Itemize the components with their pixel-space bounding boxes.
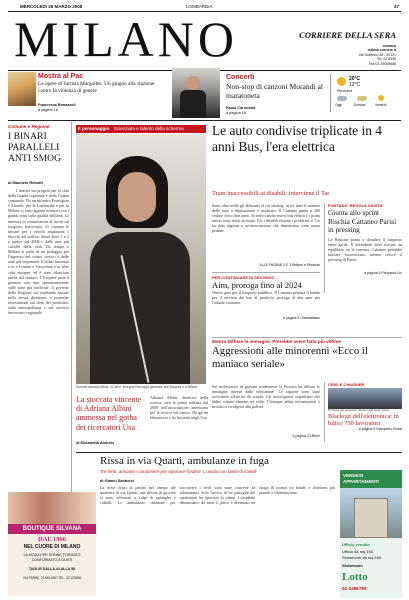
realestate-row-1: Ufficio da mq 160	[342, 549, 374, 554]
sun-small-icon	[378, 95, 384, 101]
mid-transport-kicker: PER CONTINUARE DI SECONDO	[212, 275, 275, 280]
boutique-sizes: TAGLIE DALLA 44 ALLA 58	[28, 567, 76, 571]
side-economy-kicker: CRISI E CHIUSURE	[328, 382, 365, 387]
mid-crime-body: Sul molestatore di giovani studentesse la Procura ha diffuso le immagini riprese dalle telecamere. Le ragazze sono state avvicinate all'uscita da scuola. Gli investigatori sospettano che abbia colpito almeno sei volte. Chiunque abbia informazioni è invitato a rivolgersi alla polizia.	[212, 384, 320, 410]
feature-byline: di Elisabetta Andreis	[76, 440, 115, 445]
mid-transport-body: Nuove gare per il trasporto pubblico. Il Comune prepara il bando per il servizio dei bus di periferia, proroga di due anni per l'attuale contratto.	[212, 290, 320, 306]
left-headline: I BINARI PARALLELI ANTI SMOG	[8, 131, 62, 164]
side-economy	[324, 382, 402, 442]
boutique-body: LA MODA PER DONNE FORMATO CONFORMATO A GUSTI	[23, 553, 81, 562]
promo-concert-image	[172, 68, 220, 118]
side-politics	[324, 203, 402, 293]
realestate-photo	[340, 488, 402, 538]
side-politics-page: a pagina 6 Pierpaolo Lio	[364, 270, 402, 275]
lead-headline: Le auto condivise triplicate in 4 anni Bus, l'era elettrica	[212, 123, 382, 154]
feature-photo	[76, 134, 206, 384]
lead-subheadline: Tram inaccessibili ai disabili: interviene il Tar	[212, 190, 330, 197]
side-politics-body: La Regione punta a chiudere il rimpasto entro aprile. Il presidente deve trovare un equilibrio tra le correnti. Cattaneo potrebbe lasciare l'assessorato, mentre cresce il pressing di Parisi.	[328, 236, 402, 262]
promo-exhibition-author: Francesca Bonazzoli	[38, 103, 76, 107]
forecast-day-2: Domani	[354, 103, 366, 107]
bottom-subheadline: Tre feriti, arrivano i carabinieri per riportare l'ordine. L'uscita con tanto di coltelli	[100, 469, 257, 474]
boutique-year: DAL 1966	[38, 536, 66, 543]
feature-headline: La stoccata vincente di Adriana Albini ammessa nel gotha dei ricercatori Usa	[76, 395, 142, 432]
lead-body: Sono oltre mille gli abbonati al car sharing, in tre anni il numero delle auto a disposizione è triplicato. Il Comune punta a 200 vetture entro fine anno. In arrivo anche nuovi bus elettrici: i primi mezzi sono attesi in estate. Per i disabili restano i problemi: il Tar ha dato ragione a un'associazione che denunciava tram senza pedane.	[212, 203, 320, 234]
promo-concert[interactable]	[172, 68, 326, 118]
realestate-label: Ufficio vendite	[342, 542, 370, 547]
left-column	[8, 122, 72, 520]
singer-figure	[186, 76, 200, 90]
mid-crime-headline: Aggressioni alle minorenni «Ecco il maniaco seriale»	[212, 345, 368, 370]
promo-rule	[8, 120, 401, 121]
forecast-day-1: Oggi	[335, 103, 342, 107]
promo-exhibition-page: a pagina 18	[38, 108, 58, 112]
portrait-face	[118, 172, 156, 222]
side-economy-page: a pagina 9 Giampiero Rossi	[358, 427, 402, 432]
promo-concert-kicker: Concerti	[226, 74, 255, 81]
temperature-low: 12°C	[349, 82, 361, 88]
feature-tag: Il personaggio Scienziata e talento della scherma	[78, 126, 184, 131]
realestate-name: Showroom	[342, 563, 363, 568]
mid-transport-headline: Aim, proroga fino al 2024	[212, 280, 302, 290]
side-politics-headline: Giunta allo sprint Rischia Cattaneo Parisi in pressing	[328, 208, 397, 234]
feature-body: Adriana Albini, direttrice della ricerca, sarà la prima italiana dal 2008 nell'associazione americana per la ricerca sul cancro. Dirige un laboratorio e ha lavorato negli Usa.	[150, 395, 208, 421]
mid-transport	[212, 272, 320, 334]
sun-icon	[337, 77, 346, 86]
portrait-shoulders	[90, 232, 190, 384]
side-economy-headline: Blackout dell'elettronica: in bilico 750 lavoratori	[328, 412, 399, 427]
promo-exhibition-image	[8, 72, 36, 106]
left-kicker: Comune e Regione	[8, 124, 50, 129]
forecast-day-3: Venerdì	[375, 103, 387, 107]
feature-caption: Socrate Adriana Albini, 42 anni, insegna Patologia generale alla Bicocca e a Milano	[76, 385, 198, 389]
side-politics-kicker: FONTANA: REGOLA GIUSTA	[328, 203, 383, 208]
realestate-row-2: Showroom da mq 160	[342, 555, 382, 560]
promo-concert-text: Non-stop di canzoni Morandi al maratoneta	[226, 82, 324, 100]
masthead-title: MILANO	[14, 11, 238, 67]
promo-exhibition[interactable]	[8, 72, 168, 118]
bottom-rule	[76, 452, 402, 453]
building-shape	[354, 498, 388, 538]
mid-transport-page: a pagina 5 Giannattasio	[283, 316, 320, 320]
realestate-top: VENDESI APPARTAMENTI	[340, 470, 402, 488]
side-economy-photo	[328, 388, 402, 409]
boutique-address: VIA FARINI, 21 MILANO TEL. 02 123456	[22, 576, 82, 580]
bottom-byline: di Gianni Santucci	[100, 478, 134, 483]
promo-exhibition-kicker: Mostra al Pac	[38, 73, 84, 80]
weather-box	[330, 74, 398, 112]
lead-link[interactable]: ALLE PAGINE 2 E 3 Bettoni e Ribaudo	[259, 263, 320, 267]
boutique-ad[interactable]	[8, 492, 96, 596]
forecast-label: Previsioni	[337, 89, 353, 93]
newspaper-name: CORRIERE DELLA SERA	[299, 30, 396, 40]
cloud-icon	[337, 96, 347, 101]
boutique-ad-photo	[8, 492, 96, 524]
left-byline: di Maurizio Rebotti	[8, 180, 43, 185]
left-body: I dossier sui progetti per la città della Giunta regionale e della Giunta comunale. Da un incontro Formigoni e Moratti, per la Lombardia e per la Milano si sono appena misurati con i grandi temi sulla qualità dell'aria. La ministra in commissione di lavori sul trasporto ferroviario. Si contano le misure per i veicoli inquinanti, i blocchi del traffico diesel Euro 1 e 2 a partire dal 2008 e dalle aree più critiche della città. Da tempo a Milano si parla di un pedaggio per l'ingresso nel centro storico e delle auto più inquinanti. Il ticket funziona e fa a Londra e Stoccolma e in altre città europee, ed è stato rilanciato anche dal sindaco. L'Ecopass parte a gennaio con una sperimentazione sulle zone più trafficate. Il governo della Regione sta studiando misure nella stessa direzione, e promette investimenti sui treni dei pendolari, sulla metropolitana e sul servizio ferroviario regionale.	[8, 188, 69, 316]
promo-concert-author: Paolo Carnevale	[226, 106, 256, 110]
issue-date: MERCOLEDÌ 26 MARZO 2008	[20, 4, 83, 9]
bottom-body: La notte dopo la partita nel campo del quartiere di via Quarti, una decina di giovani si sono affrontati a colpi di spranghe e coltelli. Le ambulanze chiamate per soccorrere i feriti sono state costrette ad allontanarsi. Solo l'arrivo di tre pattuglie dei carabinieri ha riportato la calma. I residenti denunciano: da mesi il parco è diventato un luogo di scontri tra bande, e chiedono più presidi e illuminazione.	[100, 485, 335, 506]
boutique-line: NEL CUORE DI MILANO	[23, 544, 81, 550]
realestate-phone[interactable]: 02-3456789	[342, 586, 367, 591]
monza-banner: Monza Diffuse le immagini. Potrebbe avere fatto più vittime	[212, 337, 402, 345]
section-label: LOMBARDIA	[186, 4, 213, 9]
promo-exhibition-text: Le opere di l'artista Margolles. Un giugno alla stazione contro la violenza di genere	[38, 81, 155, 94]
temperature-high: 20°C	[349, 76, 361, 82]
masthead-contacts: cronaca milano.corriere.it Via Solferino 28 - 20121 Tel. 02 6339 Fax 02 29009668	[358, 44, 396, 66]
realestate-ad[interactable]	[340, 470, 402, 598]
boutique-name: BOUTIQUE SILVANA	[8, 524, 96, 534]
page-number: 47	[393, 4, 399, 9]
bottom-headline: Rissa in via Quarti, ambulanze in fuga	[100, 455, 269, 467]
singer-body	[180, 90, 206, 118]
realestate-brand: Lotto	[342, 571, 368, 583]
promo-concert-page: a pagina 18	[226, 111, 246, 115]
side-economy-caption: Protesta dei lavoratori davanti alla sede Tiona	[328, 408, 389, 412]
mid-crime-page: a pagina 13 Berni	[292, 434, 320, 438]
cloud-sun-icon	[357, 96, 367, 101]
